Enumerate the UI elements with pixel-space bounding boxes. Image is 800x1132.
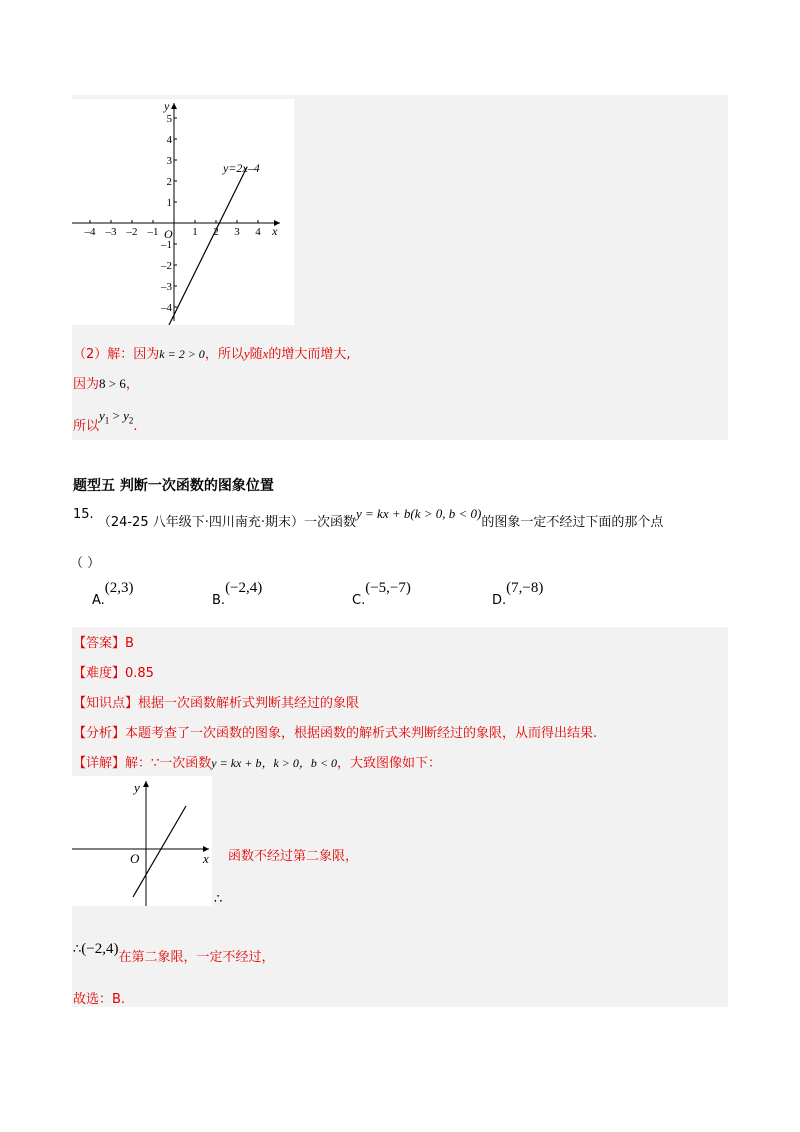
question-tail: 的图象一定不经过下面的那个点 [481,515,664,530]
question-paren: （ ） [70,556,101,571]
question-source: （24-25 八年级下·四川南充·期末）一次函数 [97,515,357,530]
origin-label: O [130,851,140,866]
x-tick-label: –4 [84,226,96,238]
part2-line1-suffix: 的增大而增大, [268,347,351,362]
x-tick-label: –1 [147,226,159,238]
y-tick-label: –3 [161,281,172,293]
x-tick-label: 3 [234,226,240,238]
option-a-label: A. [92,593,105,608]
analysis-line: 【分析】本题考查了一次函数的图象，根据函数的解析式来判断经过的象限，从而得出结果. [73,726,598,741]
option-d-value: (7,−8) [506,580,544,596]
x-tick-label: 2 [213,226,219,238]
function-line [133,806,186,897]
part2-line2 [73,373,139,392]
knowledge-line: 【知识点】根据一次函数解析式判断其经过的象限 [73,696,360,711]
y-tick-label: 4 [166,134,172,146]
part2-line1 [73,343,351,362]
graph-sketch [72,776,212,906]
coordinate-plane [72,99,294,325]
conclusion-prefix: ∴ [73,942,82,957]
part2-line3-prefix: 所以 [73,419,100,434]
part2-line1-y: y [243,346,250,361]
difficulty-line: 【难度】0.85 [73,666,154,681]
option-c [352,580,411,608]
y-axis-label: y [134,780,140,795]
part2-line1-mid: ，所以 [204,347,244,362]
y-tick-label: 5 [166,113,172,125]
y-tick-label: 2 [166,176,172,188]
option-b-value: (−2,4) [225,580,263,596]
x-tick-label: –2 [126,226,138,238]
graph-y-2x-4 [72,99,294,325]
x-tick-label: 4 [255,226,261,238]
question-line [73,503,664,530]
detail-conditions: ，k > 0，b < 0 [261,756,337,770]
part2-line3-y2: y [123,408,129,423]
detail-prefix: 【详解】解：∵一次函数 [73,756,212,771]
detail-line [73,752,441,771]
part2-line3-gt: > [109,408,124,423]
option-c-value: (−5,−7) [365,580,411,596]
part2-line1-math: k = 2 > 0 [159,347,205,361]
y-axis-label: y [164,99,170,113]
part2-line3-suffix: . [133,419,138,434]
sketch-plane [72,776,212,906]
question-number: 15. [73,507,94,522]
section-title: 题型五 判断一次函数的图象位置 [73,478,274,494]
detail-formula: y = kx + b [211,756,262,770]
conclusion-point: (−2,4) [81,941,119,957]
x-tick-label: 1 [192,226,198,238]
option-b [212,580,263,608]
origin-label: O [164,227,173,241]
graph-side-text: 函数不经过第二象限， [228,849,359,864]
part2-line3-y1: y [99,408,105,423]
final-answer: 故选：B. [73,992,126,1007]
option-a-value: (2,3) [104,580,134,596]
y-tick-label: –2 [161,260,172,272]
x-axis-label: x [203,851,209,866]
option-d-label: D. [492,593,507,608]
detail-suffix: ，大致图像如下： [337,756,442,771]
option-d [492,580,544,608]
function-line [166,167,247,325]
part2-line3-sub2: 2 [128,415,134,426]
conclusion-line [73,938,275,965]
option-a [92,580,134,608]
part2-line1-prefix: （2）解：因为 [73,347,160,362]
y-tick-label: 3 [166,155,172,167]
answer-line: 【答案】B [73,636,134,651]
question-formula: y = kx + b(k > 0, b < 0) [356,506,482,521]
part2-line2-suffix: ， [125,377,139,392]
x-tick-label: –3 [105,226,117,238]
therefore-mark: ∴ [214,892,223,907]
part2-line2-math: 8 > 6 [99,376,126,391]
part2-line1-mid2: 随 [249,347,263,362]
option-c-label: C. [352,593,366,608]
part2-line3-sub1: 1 [104,415,110,426]
option-b-label: B. [212,593,226,608]
part2-line2-prefix: 因为 [73,377,100,392]
y-tick-label: 1 [166,197,172,209]
line-label: y=2x–4 [223,161,260,175]
y-tick-label: –1 [161,239,172,251]
y-tick-label: –4 [161,302,172,314]
part2-line1-x: x [262,346,269,361]
conclusion-text: 在第二象限，一定不经过， [118,950,275,965]
part2-line3 [73,405,138,434]
x-axis-label: x [272,224,278,238]
